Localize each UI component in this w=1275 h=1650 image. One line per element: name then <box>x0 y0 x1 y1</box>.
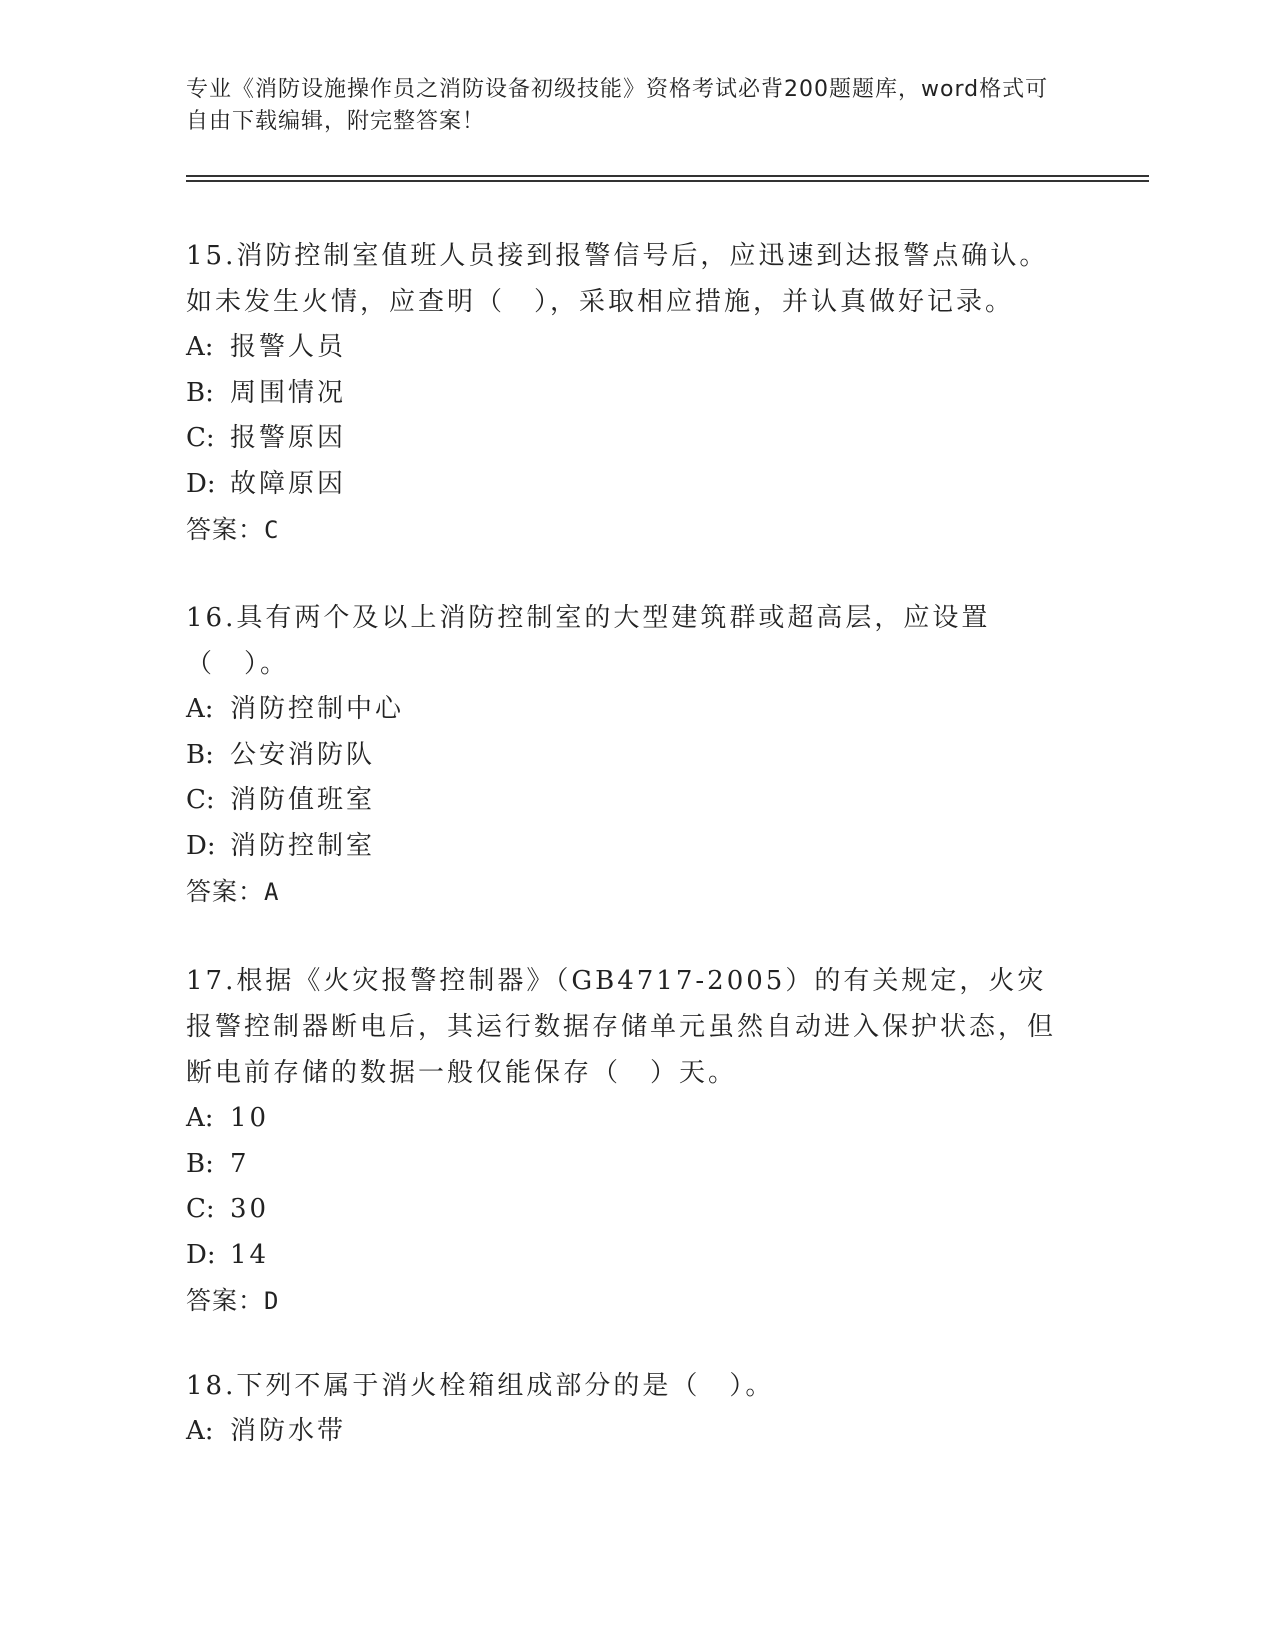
question-18 <box>186 1363 1066 1455</box>
option-a <box>186 687 1066 733</box>
header-divider-top <box>186 175 1149 177</box>
option-label: A: <box>186 1103 214 1133</box>
answer-label: 答案： <box>186 877 265 906</box>
option-label: C: <box>186 785 215 815</box>
answer-value: D <box>264 1287 280 1315</box>
option-c <box>186 778 1066 824</box>
question-stem: 15.消防控制室值班人员接到报警信号后，应迅速到达报警点确认。如未发生火情，应查明（ ），采取相应措施，并认真做好记录。 <box>186 241 1049 317</box>
option-text: 消防控制室 <box>230 830 376 861</box>
option-b <box>186 371 1066 417</box>
answer-line <box>186 1278 1066 1324</box>
option-label: A: <box>186 1416 214 1446</box>
option-d <box>186 1233 1066 1279</box>
option-text: 30 <box>230 1194 270 1224</box>
option-a <box>186 1409 1066 1455</box>
question-17 <box>186 958 1066 1324</box>
option-label: A: <box>186 332 214 362</box>
option-text: 周围情况 <box>230 377 347 408</box>
option-text: 10 <box>230 1103 270 1133</box>
option-a <box>186 325 1066 371</box>
option-label: A: <box>186 694 214 724</box>
option-c <box>186 416 1066 462</box>
option-b <box>186 733 1066 779</box>
option-label: C: <box>186 1194 215 1224</box>
question-15 <box>186 233 1066 553</box>
option-d <box>186 462 1066 508</box>
option-text: 报警人员 <box>230 332 347 362</box>
option-text: 7 <box>230 1148 250 1179</box>
option-text: 14 <box>230 1239 270 1270</box>
question-16 <box>186 595 1066 915</box>
option-label: B: <box>186 739 214 770</box>
option-text: 消防水带 <box>230 1416 347 1446</box>
answer-value: C <box>264 516 280 544</box>
question-stem: 18.下列不属于消火栓箱组成部分的是（ ）。 <box>186 1371 775 1401</box>
option-label: D: <box>186 830 216 861</box>
option-label: B: <box>186 377 214 408</box>
option-label: C: <box>186 423 215 453</box>
answer-label: 答案： <box>186 515 265 544</box>
option-a <box>186 1096 1066 1142</box>
option-label: D: <box>186 468 216 499</box>
answer-label: 答案： <box>186 1286 265 1315</box>
option-c <box>186 1187 1066 1233</box>
option-text: 故障原因 <box>230 468 347 499</box>
option-text: 消防值班室 <box>230 785 376 815</box>
option-text: 报警原因 <box>230 423 347 453</box>
question-stem: 16.具有两个及以上消防控制室的大型建筑群或超高层，应设置（ ）。 <box>186 603 991 679</box>
option-text: 公安消防队 <box>230 739 376 770</box>
answer-line <box>186 507 1066 553</box>
option-text: 消防控制中心 <box>230 694 405 724</box>
header-divider-bottom <box>186 180 1149 182</box>
question-stem: 17.根据《火灾报警控制器》（GB4717-2005）的有关规定，火灾报警控制器断电后，其运行数据存储单元虽然自动进入保护状态，但断电前存储的数据一般仅能保存（ ）天。 <box>186 966 1057 1088</box>
document-header: 专业《消防设施操作员之消防设备初级技能》资格考试必背200题题库，word格式可自由下载编辑，附完整答案！ <box>186 77 1049 134</box>
answer-value: A <box>264 878 280 906</box>
option-label: B: <box>186 1148 214 1179</box>
option-b <box>186 1142 1066 1188</box>
option-label: D: <box>186 1239 216 1270</box>
answer-line <box>186 869 1066 915</box>
option-d <box>186 824 1066 870</box>
